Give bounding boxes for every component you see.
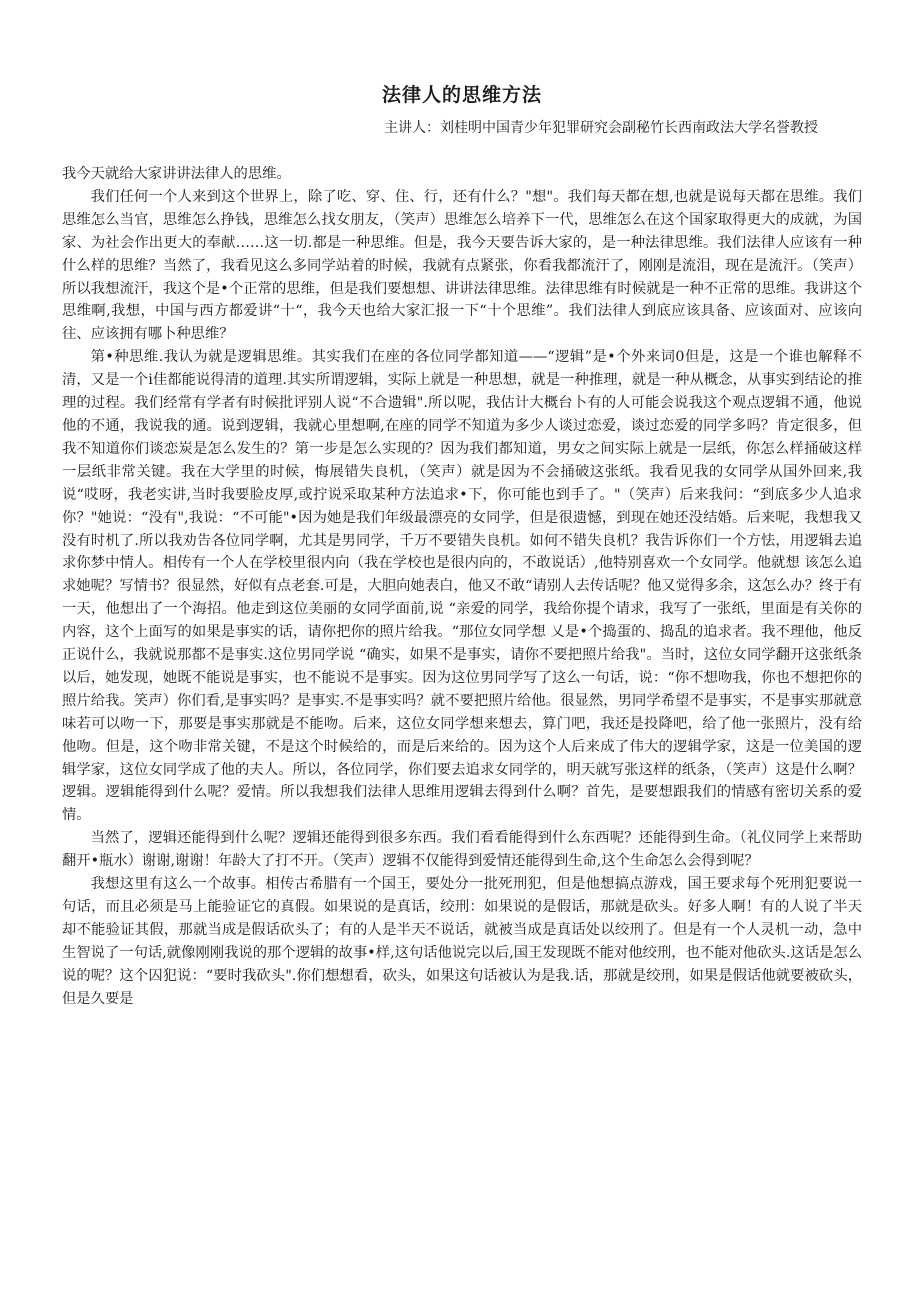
paragraph: 第•种思维.我认为就是逻辑思维。其实我们在座的各位同学都知道——“逻辑”是•个外来词0但是，这是一个谁也解释不清，又是一个i佳都能说得清的道理.其实所谓逻辑，实际上就是一种思想，就是一种推理，就是一种从概念，从事实到结论的推理的过程。我们经常有学者有时候批评别人说“不合遗辑".所以呢，我估计大概台卜有的人可能会说我这个观点逻辑不通，他说他的不通，我说我的通。说到逻辑，我就心里想啊,在座的同学不知道为多少人谈过恋爱，谈过恋爱的同学多吗？肯定很多，但我不知道你们谈恋炭是怎么发生的？第一步是怎么实现的？因为我们都知道，男女之间实际上就是一层纸，你怎么样捅破这样一层纸非常关键。我在大学里的时候，悔展错失良机，（笑声）就是因为不会捅破这张纸。我看见我的女同学从国外回来,我说“哎呀，我老实讲,当时我要脸皮厚,或拧说采取某种方法追求•下，你可能也到手了。"（笑声）后来我问：“到底多少人追求你？"她说：“没有",我说：“不可能"•因为她是我们年级最漂亮的女同学，但是很遗憾，到现在她还没结婚。后来呢，我想我又没有时机了.所以我劝告各位同学啊，尤其是男同学，千万不要错失良机。如何不错失良机？我告诉你们一个方怯，用逻辑去追求你梦中情人。相传有一个人在学校里很内向（我在学校也是很内向的，不敢说话）,他特别喜欢一个女同学。他就想 该怎么追求她呢？写情书？很显然，好似有点老套.可是，大胆向她表白，他又不敢“请别人去传话呢？他又觉得多余，这怎么办？终于有一天，他想出了一个海招。他走到这位美丽的女同学面前,说 “亲爱的同学，我给你提个请求，我写了一张纸，里面是有关你的内容，这个上面写的如果是事实的话，请你把你的照片给我。“那位女同学想 乂是•个捣蛋的、捣乱的追求者。我不理他，他反正说什么，我就说那都不是事实.这位男同学说 “确实，如果不是事实，请你不要把照片给我"。当时，这位女同学翻开这张纸条以后，她发现，她既不能说是事实，也不能说不是事实。因为这位男同学写了这么一句话，说：“你不想吻我，你也不想把你的照片给我。笑声）你们看,是事实吗？是事实.不是事实吗？就不要把照片给他。很显然，男同学希望不是事实，不是事实那就意味若可以吻一下，那要是事实那就是不能吻。后来，这位女同学想来想去，算门吧，我还是投降吧，给了他一张照片，没有给他吻。但是，这个吻非常关键，不是这个时候给的，而是后来给的。因为这个人后来成了伟大的逻辑学家，这是一位美国的逻辑学家，这位女同学成了他的夫人。所以，各位同学，你们要去追求女同学的，明天就写张这样的纸条，（笑声）这是什么啊？逻辑。逻辑能得到什么呢？爱情。所以我想我们法律人思维用逻辑去得到什么啊？首先，是要想跟我们的情感有密切关系的爱情。	[62, 349, 862, 824]
paragraph: 我们任何一个人来到这个世界上，除了吃、穿、住、行，还有什么？"想"。我们每天都在想,也就是说每天都在思维。我们思维怎么当官，思维怎么挣钱，思维怎么找女朋友，（笑声）思维怎么培养下一代，思维怎么在这个国家取得更大的成就，为国家、为社会作出更大的奉献……这一切.都是一种思维。但是，我今天要告诉大家的，是一种法律思维。我们法律人应该有一种什么样的思维？当然了，我看见这么多同学站着的时候，我就有点紧张，你看我都流汗了，刚刚是流泪，现在是流汗。（笑声）所以我想流汗，我这个是•个正常的思维，但是我们要想想、讲讲法律思维。法律思维有时候就是一种不正常的思维。我讲这个思维啊,我想，中国与西方都爱讲“十“，我今天也给大家汇报一下“十个思维”。我们法律人到底应该具备、应该面对、应该向往、应该拥有哪卜种思维？	[62, 188, 862, 343]
paragraph-intro: 我今天就给大家讲讲法律人的思维。	[62, 166, 291, 182]
paragraph: 我想这里有这么一个故事。相传古希腊有一个国王，要处分一批死刑犯，但是他想搞点游戏，国王要求每个死刑犯要说一句话，而且必须是马上能验证它的真假。如果说的是真话，绞刑：如果说的是假话，那就是砍头。好多人啊！有的人说了半天却不能验证其假，那就当成是假话砍头了；有的人是半天不说话，就被当成是真话处以绞刑了。但是有一个人灵机一动，急中生智说了一句话,就像刚刚我说的那个逻辑的故事•样,这句话他说完以后,国王发现既不能对他绞刑，也不能对他砍头.这话是怎么说的呢？这个囚犯说：“要时我砍头".你们想想看，砍头，如果这句话被认为是我.话，那就是绞刑，如果是假话他就要被砍头，但是久要是	[62, 876, 862, 1007]
paragraph: 当然了，逻辑还能得到什么呢？逻辑还能得到很多东西。我们看看能得到什么东西呢？还能得到生命。（礼仪同学上来帮助翻开•瓶水）谢谢,谢谢！年龄大了打不开。（笑声）逻辑不仅能得到爱情还能得到生命,这个生命怎么会得到呢？	[62, 830, 862, 870]
document-page	[62, 80, 862, 1011]
document-title: 法律人的思维方法	[381, 84, 542, 106]
speaker-line: 主讲人：刘桂明中国青少年犯罪研究会副秘竹长西南政法大学名誉教授	[384, 120, 818, 136]
